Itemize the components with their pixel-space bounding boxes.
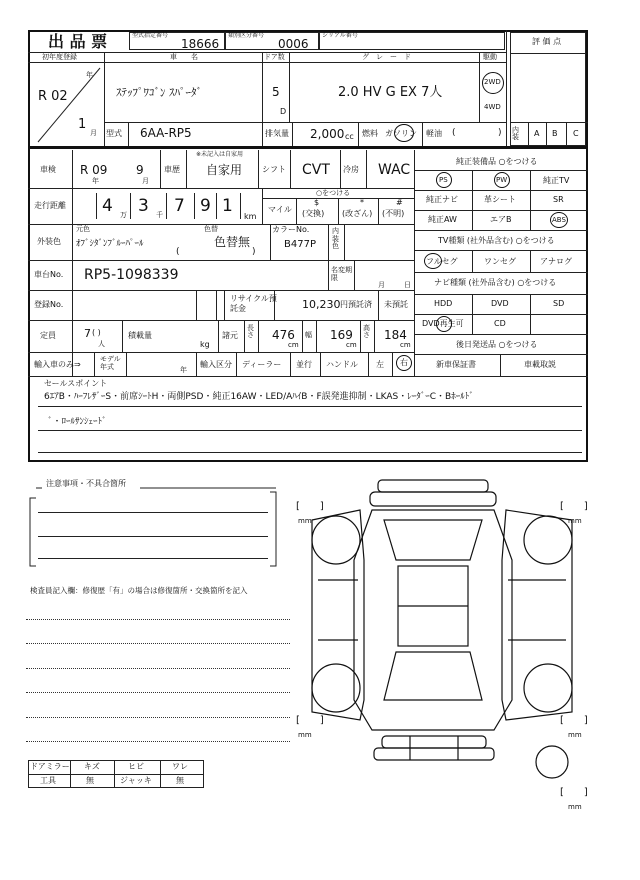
car-history: 自家用 [206,163,243,177]
inspection-era: R 09 [80,163,108,177]
mileage-digit-4: 9 [200,196,211,216]
mileage-digit-3: 7 [174,196,185,216]
reg-year: R 02 [38,89,68,104]
recycle-amount: 10,230 [302,298,341,311]
color-number: B477P [284,239,316,250]
form-title: 出 品 票 [48,32,108,51]
height: 184 [384,328,407,342]
bracket-rear-left: [ ] [296,715,324,726]
bracket-front-right: [ ] [560,501,588,512]
repaint-status: 色替無 [214,235,251,249]
air-conditioner: WAC [378,162,411,178]
car-name: ｽﾃｯﾌﾟﾜｺﾞﾝ ｽﾊﾟｰﾀﾞ [116,86,202,99]
sales-point-line-2: ﾞ・ﾛｰﾙｻﾝｼｪｰﾄﾞ [48,417,107,427]
grade: 2.0 HV G EX 7人 [338,85,443,100]
mileage-digit-1: 4 [102,196,113,216]
shift: CVT [302,162,330,178]
door-count: 5 [272,85,280,99]
length: 476 [272,328,295,342]
bracket-front-left: [ ] [296,501,324,512]
seating-capacity: 7 [84,327,91,340]
mileage-digit-5: 1 [222,196,233,216]
chassis-number: RP5-1098339 [84,267,179,283]
displacement: 2,000 [310,127,345,141]
model-code: 18666 [181,37,220,51]
category-no: 0006 [278,37,309,51]
original-color: ｵﾌﾞｼﾀﾞﾝﾌﾞﾙｰﾊﾟｰﾙ [76,239,144,249]
width: 169 [330,328,353,342]
bracket-rear-right: [ ] [560,715,588,726]
model-type: 6AA-RP5 [140,126,192,140]
sales-point-line-1: 6ｴｱB・ﾊｰﾌﾚｻﾞｰS・前席ｼｰﾄH・両側PSD・純正16AW・LED/AﾊｲB・F誤発進抑制・LKAS・ﾚｰﾀﾞｰC・Bﾎｰﾙﾄﾞ [44,392,474,402]
bracket-spare: [ ] [560,787,588,798]
mileage-digit-2: 3 [138,196,149,216]
eval-label: 評 価 点 [532,37,562,46]
